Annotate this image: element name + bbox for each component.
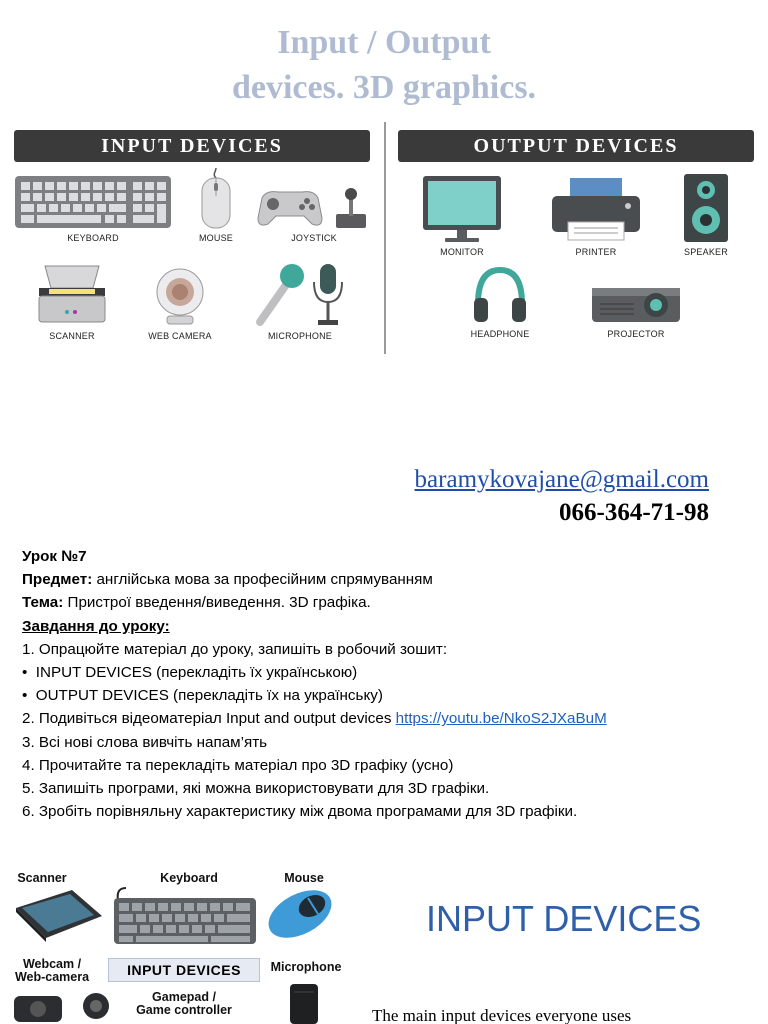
topic-value: Пристрої введення/виведення. 3D графіка. xyxy=(63,594,371,612)
scanner-caption: SCANNER xyxy=(49,331,95,341)
joystick-icon xyxy=(256,184,372,230)
collage-microphone-label: Microphone xyxy=(270,960,342,974)
joystick-caption: JOYSTICK xyxy=(291,233,337,243)
infographic-divider xyxy=(384,122,386,354)
topic-label: Тема: xyxy=(22,594,64,612)
keyboard-caption: KEYBOARD xyxy=(67,233,119,243)
microphone-device xyxy=(250,260,350,341)
keyboard-icon xyxy=(112,886,258,946)
monitor-icon xyxy=(421,174,503,244)
headphone-device xyxy=(456,266,544,339)
page-title-line2: devices. 3D graphics. xyxy=(231,69,537,106)
scanner-icon xyxy=(35,262,109,328)
tasks-heading: Завдання до уроку: xyxy=(22,617,170,635)
task-5: 5. Запишіть програми, які можна використовувати для 3D графіки. xyxy=(22,780,490,798)
task-1: 1. Опрацюйте матеріал до уроку, запишіть в робочий зошит: xyxy=(22,640,448,658)
scanner-device xyxy=(32,262,112,341)
email-link[interactable]: baramykovajane@gmail.com xyxy=(414,466,709,493)
joystick-device xyxy=(254,184,374,243)
keyboard-device xyxy=(12,174,174,243)
speaker-caption: SPEAKER xyxy=(684,247,728,257)
printer-icon xyxy=(548,174,644,244)
task-bullet-input: • INPUT DEVICES (перекладіть їх українською) xyxy=(22,664,358,682)
subject-value: англійська мова за професійним спрямуванням xyxy=(92,571,433,589)
input-devices-intro-text: The main input devices everyone uses xyxy=(372,1006,632,1024)
io-devices-infographic xyxy=(10,122,758,354)
collage-input-devices-banner: INPUT DEVICES xyxy=(108,958,260,982)
printer-caption: PRINTER xyxy=(575,247,617,257)
page-title-line1: Input / Output xyxy=(277,24,491,61)
projector-device xyxy=(588,278,684,339)
microphone-icon xyxy=(250,260,350,328)
mouse-device xyxy=(188,166,244,243)
collage-webcam-label: Webcam / Web-camera xyxy=(14,957,90,984)
web-camera-caption: WEB CAMERA xyxy=(148,331,212,341)
printer-device xyxy=(546,174,646,257)
task-bullet-output: • OUTPUT DEVICES (перекладіть їх на українську) xyxy=(22,687,383,705)
input-devices-banner: INPUT DEVICES xyxy=(14,130,370,162)
video-link[interactable]: https://youtu.be/NkoS2JXaBuM xyxy=(395,710,607,728)
lesson-number: Урок №7 xyxy=(22,548,87,565)
microphone-icon xyxy=(284,980,324,1024)
mouse-icon xyxy=(198,166,234,230)
keyboard-icon xyxy=(13,174,173,230)
task-2: 2. Подивіться відеоматеріал Input and output devices https://youtu.be/NkoS2JXaBuM xyxy=(22,710,607,728)
output-devices-banner: OUTPUT DEVICES xyxy=(398,130,754,162)
webcam-icon xyxy=(12,988,112,1024)
phone-number: 066-364-71-98 xyxy=(559,499,709,526)
monitor-device xyxy=(418,174,506,257)
lesson-topic xyxy=(22,591,752,614)
speaker-icon xyxy=(682,172,730,244)
mouse-caption: MOUSE xyxy=(198,233,233,243)
collage-gamepad-label: Gamepad / Game controller xyxy=(136,990,232,1017)
headphone-icon xyxy=(472,266,528,326)
collage-keyboard-label: Keyboard xyxy=(160,871,218,885)
projector-caption: PROJECTOR xyxy=(607,329,665,339)
lesson-instructions xyxy=(22,545,752,823)
task-3: 3. Всі нові слова вивчіть напам’ять xyxy=(22,733,268,751)
subject-label: Предмет: xyxy=(22,571,93,589)
collage-mouse-label: Mouse xyxy=(284,871,324,885)
task-4: 4. Прочитайте та перекладіть матеріал про 3D графіку (усно) xyxy=(22,756,454,774)
input-devices-collage xyxy=(0,862,350,1024)
microphone-caption: MICROPHONE xyxy=(267,331,332,341)
monitor-caption: MONITOR xyxy=(440,247,484,257)
web-camera-device xyxy=(140,266,220,341)
web-camera-icon xyxy=(153,266,207,328)
headphone-caption: HEADPHONE xyxy=(470,329,530,339)
scanner-icon xyxy=(12,886,104,942)
lesson-subject xyxy=(22,568,752,591)
projector-icon xyxy=(590,278,682,326)
task-6: 6. Зробіть порівняльну характеристику між двома програмами для 3D графіки. xyxy=(22,803,578,821)
collage-scanner-label: Scanner xyxy=(17,871,67,885)
input-devices-heading: INPUT DEVICES xyxy=(426,898,702,939)
speaker-device xyxy=(676,172,736,257)
mouse-icon xyxy=(262,888,338,940)
